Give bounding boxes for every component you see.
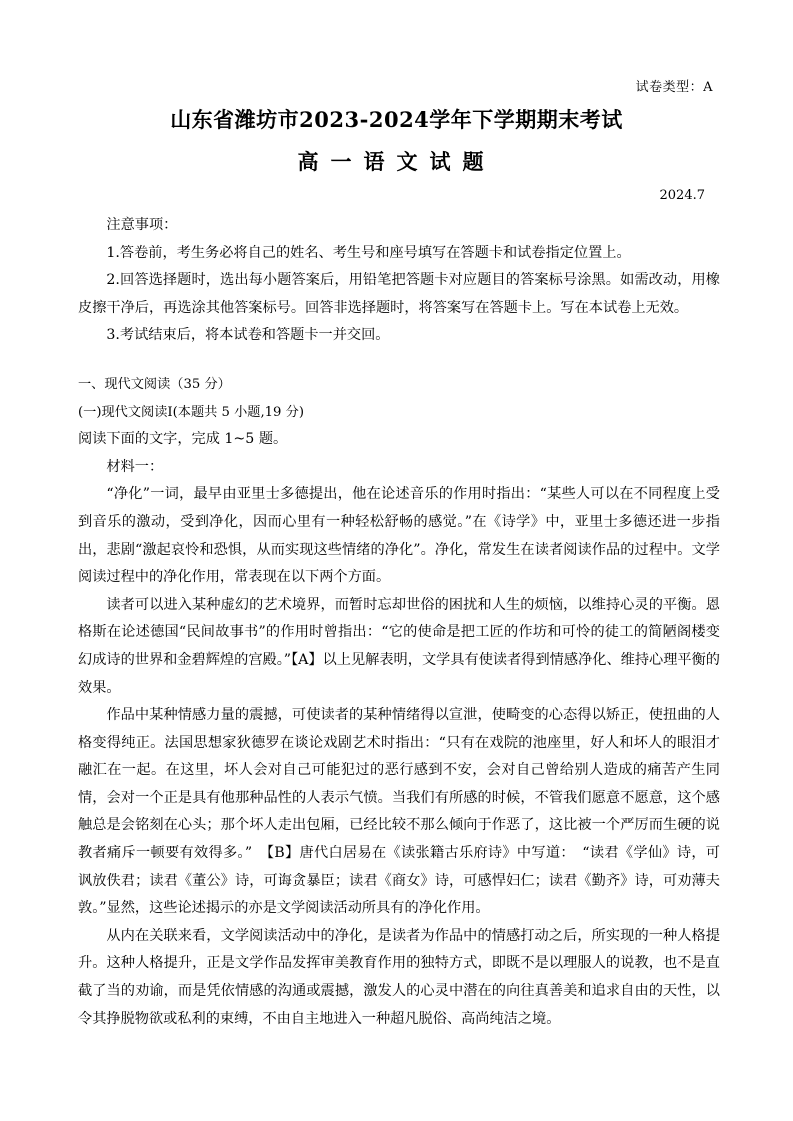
notice-item-2: 2.回答选择题时，选出每小题答案后，用铅笔把答题卡对应题目的答案标号涂黑。如需改动，用橡皮擦干净后，再选涂其他答案标号。回答非选择题时，将答案写在答题卡上。写在本试卷上无效。 [78,272,720,316]
notice-heading: 注意事项： [106,217,178,233]
material-label: 材料一： [106,458,164,475]
section-gap [78,350,720,371]
section-subheading: (一)现代文阅读Ⅰ(本题共 5 小题,19 分) [78,404,304,420]
reading-instruction: 阅读下面的文字，完成 1~5 题。 [78,431,288,448]
exam-subtitle: 高一语文试题 [297,149,496,174]
notice-item-1: 1.答卷前，考生务必将自己的姓名、考生号和座号填写在答题卡和试卷指定位置上。 [106,244,631,261]
paper-type-label: 试卷类型：A [635,80,713,95]
material-paragraph-2: 读者可以进入某种虚幻的艺术境界，而暂时忘却世俗的困扰和人生的烦恼，以维持心灵的平衡。恩格斯在论述德国“民间故事书”的作用时曾指出：“它的使命是把工匠的作坊和可怜的徒工的简陋阁楼变幻成诗的世界和金碧辉煌的宫殿。”【A】以上见解表明，文学具有使读者得到情感净化、维持心理平衡的效果。 [78,596,720,696]
notice-item-3: 3.考试结束后，将本试卷和答题卡一并交回。 [106,327,390,344]
material-paragraph-1: “净化”一词，最早由亚里士多德提出，他在论述音乐的作用时指出：“某些人可以在不同程度上受到音乐的激动，受到净化，因而心里有一种轻松舒畅的感觉。”在《诗学》中，亚里士多德还进一步指出，悲剧“激起哀怜和恐惧，从而实现这些情绪的净化”。净化，常发生在读者阅读作品的过程中。文学阅读过程中的净化作用，常表现在以下两个方面。 [78,486,720,586]
exam-title: 山东省潍坊市2023-2024学年下学期期末考试 [170,107,623,132]
section-heading: 一、现代文阅读（35 分） [78,376,231,392]
material-paragraph-4: 从内在关联来看，文学阅读活动中的净化，是读者为作品中的情感打动之后，所实现的一种人格提升。这种人格提升，正是文学作品发挥审美教育作用的独特方式，即既不是以理服人的说教，也不是直截了当的劝谕，而是凭依情感的沟通或震撼，激发人的心灵中潜在的向往真善美和追求自由的天性，以令其挣脱物欲或私利的束缚，不由自主地进入一种超凡脱俗、高尚纯洁之境。 [78,927,720,1027]
material-paragraph-3: 作品中某种情感力量的震撼，可使读者的某种情绪得以宣泄，使畸变的心态得以矫正，使扭曲的人格变得纯正。法国思想家狄德罗在谈论戏剧艺术时指出：“只有在戏院的池座里，好人和坏人的眼泪才融汇在一起。在这里，坏人会对自己可能犯过的恶行感到不安，会对自己曾给别人造成的痛苦产生同情，会对一个正是具有他那种品性的人表示气愤。当我们有所感的时候，不管我们愿意不愿意，这个感触总是会铭刻在心头；那个坏人走出包厢，已经比较不那么倾向于作恶了，这比被一个严厉而生硬的说教者痛斥一顿要有效得多。” 【B】唐代白居易在《读张籍古乐府诗》中写道： “读君《学仙》诗，可讽放佚君；读君《董公》诗，可诲贪暴臣；读君《商女》诗，可感悍妇仁；读君《勤齐》诗，可劝薄夫敦。”显然，这些论述揭示的亦是文学阅读活动所具有的净化作用。 [78,707,720,917]
exam-date: 2024.7 [659,188,705,203]
document-body [78,212,720,1033]
